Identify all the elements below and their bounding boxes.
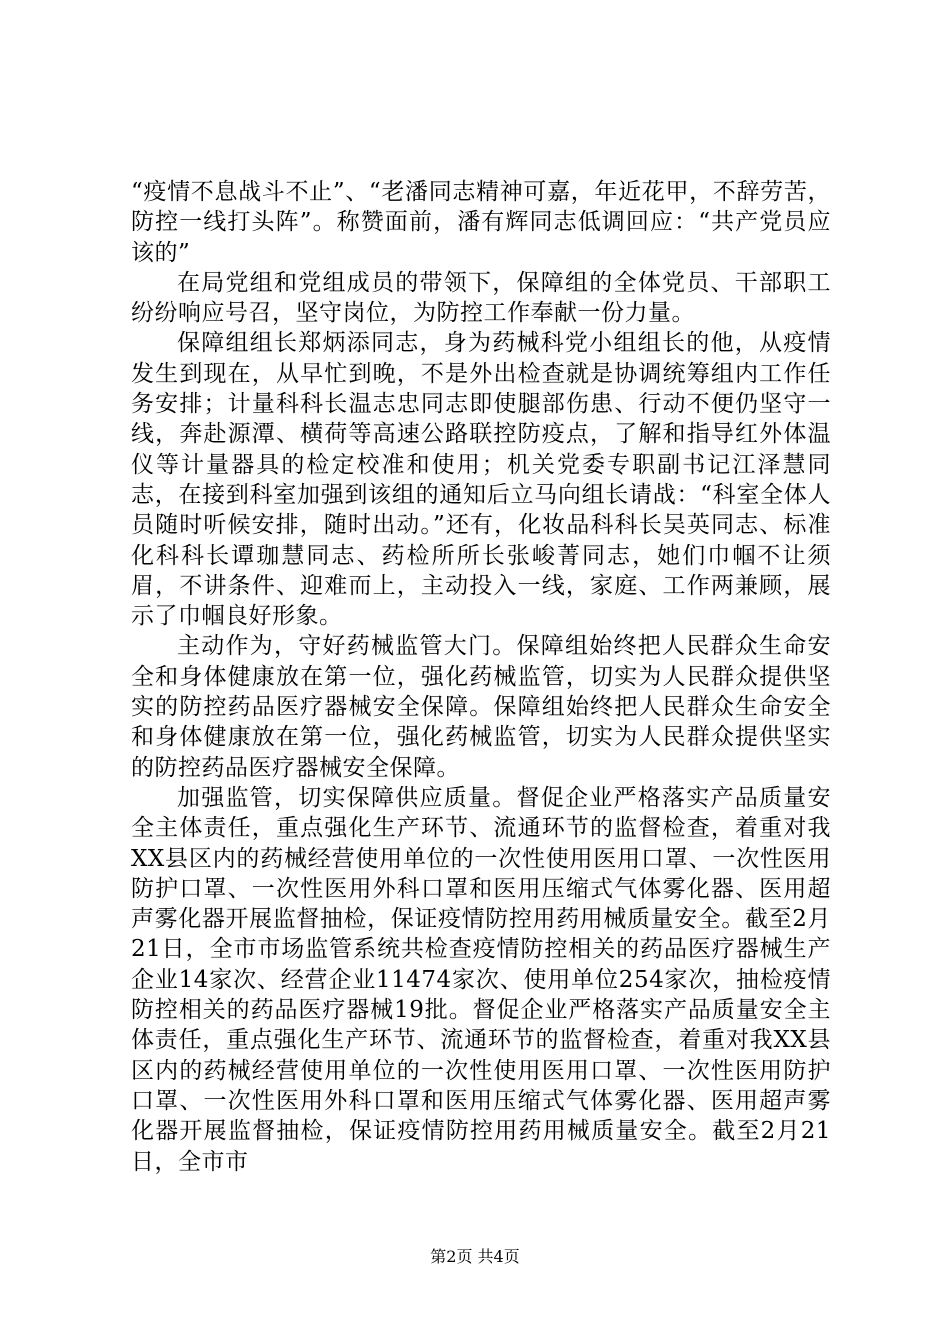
paragraph: 在局党组和党组成员的带领下，保障组的全体党员、干部职工纷纷响应号召，坚守岗位，为防控工作奉献一份力量。 <box>131 269 831 327</box>
page-number-footer: 第2页 共4页 <box>430 1247 520 1266</box>
paragraph: 保障组组长郑炳添同志，身为药械科党小组组长的他，从疫情发生到现在，从早忙到晚，不是外出检查就是协调统筹组内工作任务安排；计量科科长温志忠同志即使腿部伤患、行动不便仍坚守一线，奔赴源潭、横荷等高速公路联控防疫点，了解和指导红外体温仪等计量器具的检定校准和使用；机关党委专职副书记江泽慧同志，在接到科室加强到该组的通知后立马向组长请战：“科室全体人员随时听候安排，随时出动。”还有，化妆品科科长吴英同志、标准化科科长谭珈慧同志、药检所所长张峻菁同志，她们巾帼不让须眉，不讲条件、迎难而上，主动投入一线，家庭、工作两兼顾，展示了巾帼良好形象。 <box>131 330 831 630</box>
paragraph-continuation: “疫情不息战斗不止”、“老潘同志精神可嘉，年近花甲，不辞劳苦，防控一线打头阵”。称赞面前，潘有辉同志低调回应：“共产党员应该的” <box>131 179 831 266</box>
paragraph: 加强监管，切实保障供应质量。督促企业严格落实产品质量安全主体责任，重点强化生产环节、流通环节的监督检查，着重对我XX县区内的药械经营使用单位的一次性使用医用口罩、一次性医用防护口罩、一次性医用外科口罩和医用压缩式气体雾化器、医用超声雾化器开展监督抽检，保证疫情防控用药用械质量安全。截至2月21日，全市市场监管系统共检查疫情防控相关的药品医疗器械生产企业14家次、经营企业11474家次、使用单位254家次，抽检疫情防控相关的药品医疗器械19批。督促企业严格落实产品质量安全主体责任，重点强化生产环节、流通环节的监督检查，着重对我XX县区内的药械经营使用单位的一次性使用医用口罩、一次性医用防护口罩、一次性医用外科口罩和医用压缩式气体雾化器、医用超声雾化器开展监督抽检，保证疫情防控用药用械质量安全。截至2月21日，全市市 <box>131 784 831 1175</box>
paragraph: 主动作为，守好药械监管大门。保障组始终把人民群众生命安全和身体健康放在第一位，强化药械监管，切实为人民群众提供坚实的防控药品医疗器械安全保障。保障组始终把人民群众生命安全和身体健康放在第一位，强化药械监管，切实为人民群众提供坚实的防控药品医疗器械安全保障。 <box>131 633 831 781</box>
document-body <box>131 177 831 1177</box>
